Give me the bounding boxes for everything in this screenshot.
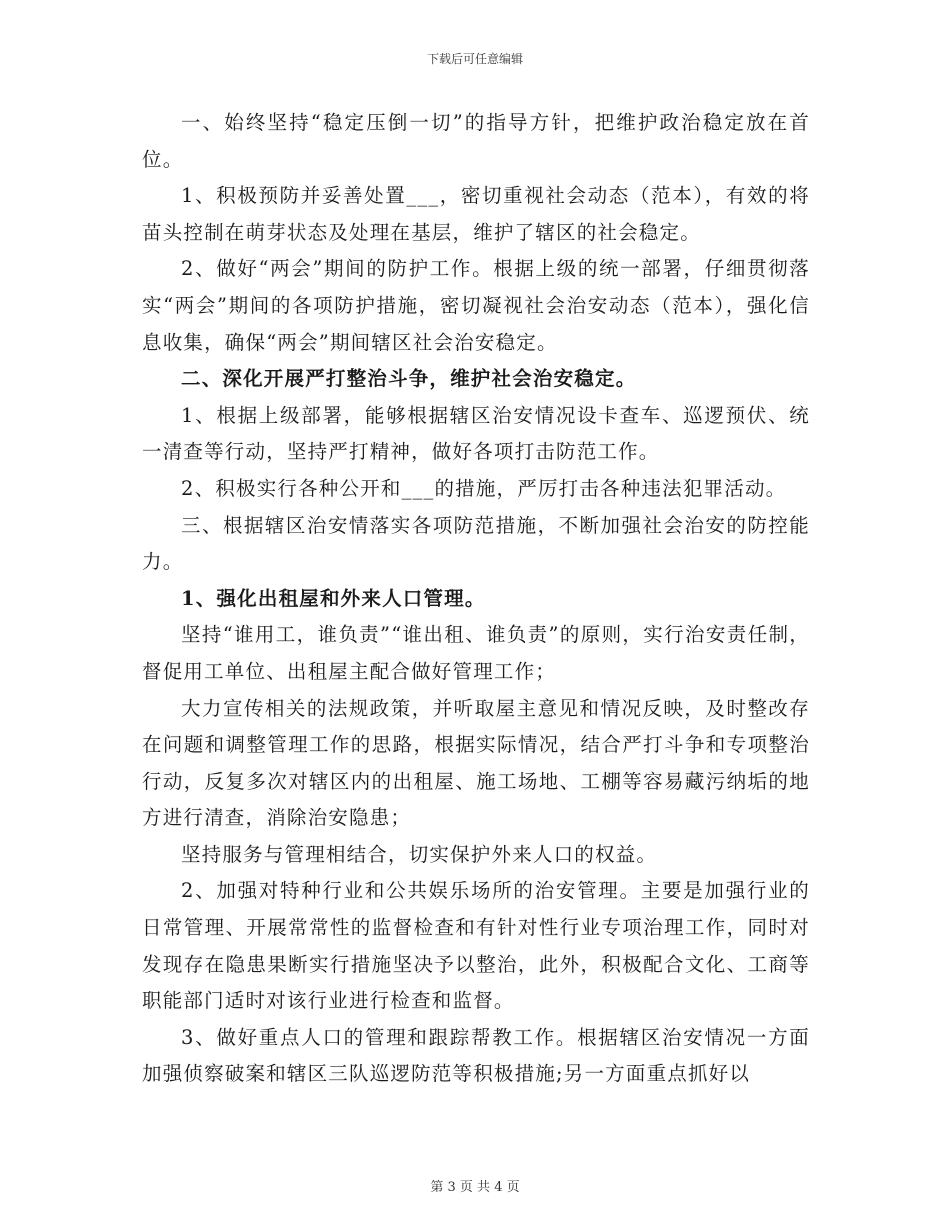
page-footer: 第 3 页 共 4 页 [430,1180,520,1195]
paragraph: 3、做好重点人口的管理和跟踪帮教工作。根据辖区治安情况一方面加强侦察破案和辖区三队巡逻防范等积极措施;另一方面重点抓好以 [142,1025,810,1086]
page-header: 下载后可任意编辑 [426,52,523,66]
paragraph: 坚持“谁用工，谁负责”“谁出租、谁负责”的原则，实行治安责任制，督促用工单位、出租屋主配合做好管理工作； [142,623,810,683]
paragraph: 三、根据辖区治安情落实各项防范措施，不断加强社会治安的防控能力。 [142,513,810,574]
paragraph: 1、积极预防并妥善处置___，密切重视社会动态（范本），有效的将苗头控制在萌芽状态及处理在基层，维护了辖区的社会稳定。 [142,184,810,244]
paragraph: 2、加强对特种行业和公共娱乐场所的治安管理。主要是加强行业的日常管理、开展常常性的监督检查和有针对性行业专项治理工作，同时对发现存在隐患果断实行措施坚决予以整治，此外，积极配合文化、工商等职能部门适时对该行业进行检查和监督。 [142,879,810,1013]
paragraph: 大力宣传相关的法规政策，并听取屋主意见和情况反映，及时整改存在问题和调整管理工作的思路，根据实际情况，结合严打斗争和专项整治行动，反复多次对辖区内的出租屋、施工场地、工棚等容易藏污纳垢的地方进行清查，消除治安隐患； [142,696,810,830]
paragraph: 一、始终坚持“稳定压倒一切”的指导方针，把维护政治稳定放在首位。 [142,111,810,171]
subsection-heading: 1、强化出租屋和外来人口管理。 [181,586,486,610]
paragraph: 坚持服务与管理相结合，切实保护外来人口的权益。 [181,842,658,866]
document-body [142,105,810,1093]
paragraph: 2、积极实行各种公开和___的措施，严厉打击各种违法犯罪活动。 [181,476,787,500]
section-heading: 二、深化开展严打整治斗争，维护社会治安稳定。 [181,367,637,391]
paragraph: 1、根据上级部署，能够根据辖区治安情况设卡查车、巡逻预伏、统一清查等行动，坚持严打精神，做好各项打击防范工作。 [142,403,810,464]
paragraph: 2、做好“两会”期间的防护工作。根据上级的统一部署，仔细贯彻落实“两会”期间的各项防护措施，密切凝视社会治安动态（范本），强化信息收集，确保“两会”期间辖区社会治安稳定。 [142,257,810,354]
